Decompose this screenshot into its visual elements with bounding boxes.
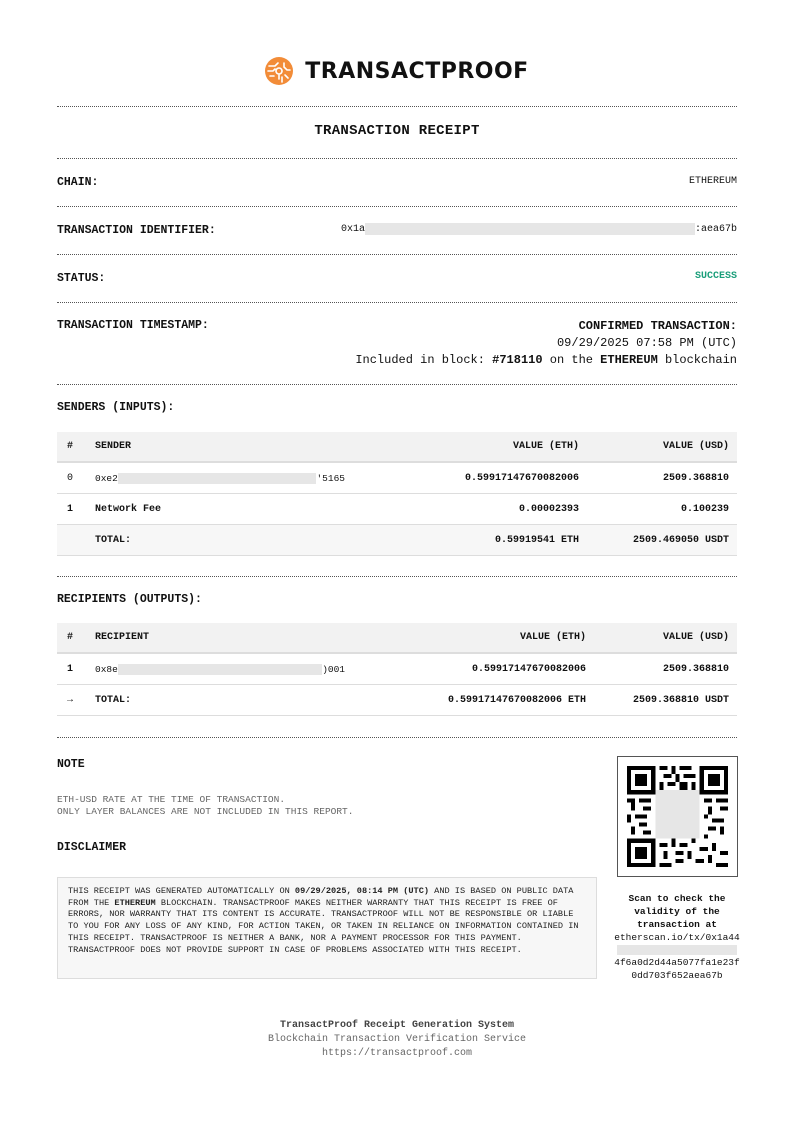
chain-value: ETHEREUM — [688, 176, 737, 187]
address-prefix: 0xe2 — [95, 472, 118, 484]
page-title: TRANSACTION RECEIPT — [314, 123, 480, 139]
note-title: NOTE — [57, 758, 85, 771]
block-number: #718110 — [492, 353, 543, 367]
senders-table — [57, 432, 737, 556]
total-label: TOTAL: — [95, 694, 132, 706]
divider — [57, 737, 737, 738]
sender-address[interactable] — [95, 473, 345, 484]
col-recipient: RECIPIENT — [95, 632, 150, 643]
block-info — [355, 352, 737, 369]
footer-service: Blockchain Transaction Verification Service — [267, 1034, 527, 1045]
value-usd: 2509.368810 — [662, 663, 729, 675]
footer-system: TransactProof Receipt Generation System — [279, 1020, 515, 1031]
note-body — [57, 794, 353, 818]
on-the-text: on the — [542, 353, 601, 367]
chain-label: CHAIN: — [57, 176, 99, 189]
status-label: STATUS: — [57, 272, 106, 285]
note-line: ONLY LAYER BALANCES ARE NOT INCLUDED IN THIS REPORT. — [57, 806, 354, 817]
divider — [57, 576, 737, 577]
redacted-block — [365, 223, 695, 235]
arrow-icon: → — [67, 694, 74, 706]
status-badge: SUCCESS — [694, 271, 737, 282]
col-value-usd: VALUE (USD) — [662, 441, 729, 452]
block-chain: ETHEREUM — [600, 353, 658, 367]
qr-url-line[interactable]: 4f6a0d2d44a5077fa1e23f — [614, 957, 740, 968]
blockchain-suffix: blockchain — [657, 353, 737, 367]
recipients-title: RECIPIENTS (OUTPUTS): — [57, 593, 202, 606]
address-prefix: 0x8e — [95, 663, 118, 675]
qr-url-line[interactable]: 0dd703f652aea67b — [631, 970, 723, 981]
disclaimer-text: THIS RECEIPT WAS GENERATED AUTOMATICALLY ON — [68, 886, 295, 896]
note-line: ETH-USD RATE AT THE TIME OF TRANSACTION. — [57, 794, 286, 805]
divider — [57, 106, 737, 107]
qr-caption — [607, 892, 747, 982]
value-eth: 0.00002393 — [518, 503, 579, 515]
txid-suffix: :aea67b — [694, 223, 737, 235]
row-index: 0 — [67, 472, 74, 484]
value-usd: 0.100239 — [680, 503, 729, 515]
timestamp-label: TRANSACTION TIMESTAMP: — [57, 319, 209, 332]
disclaimer-text: AND IS BASED ON PUBLIC DATA FROM THE — [68, 886, 574, 908]
redacted-block — [118, 473, 317, 484]
disclaimer-box — [57, 877, 597, 979]
value-eth: 0.59917147670082006 — [464, 472, 579, 484]
row-index: 1 — [67, 503, 74, 515]
col-value-usd: VALUE (USD) — [662, 632, 729, 643]
address-suffix: )001 — [322, 663, 345, 675]
footer — [57, 1019, 737, 1061]
txid-value[interactable] — [341, 223, 737, 235]
timestamp-datetime: 09/29/2025 07:58 PM (UTC) — [556, 336, 737, 350]
qr-url-line[interactable]: etherscan.io/tx/0x1a44 — [614, 932, 740, 943]
circuit-circle-icon — [265, 57, 293, 85]
included-prefix: Included in block: — [355, 353, 493, 367]
total-usd: 2509.469050 USDT — [632, 534, 729, 546]
divider — [57, 158, 737, 159]
table-row — [57, 494, 737, 525]
col-value-eth: VALUE (ETH) — [519, 632, 586, 643]
recipients-table — [57, 623, 737, 716]
col-index: # — [67, 441, 74, 452]
divider — [57, 254, 737, 255]
disclaimer-chain: ETHEREUM — [114, 897, 156, 908]
row-index: 1 — [67, 663, 74, 675]
divider — [57, 384, 737, 385]
col-sender: SENDER — [95, 441, 132, 452]
disclaimer-title: DISCLAIMER — [57, 841, 127, 854]
network-fee-label: Network Fee — [95, 503, 162, 515]
total-usd: 2509.368810 USDT — [632, 694, 729, 706]
redacted-block — [118, 664, 322, 675]
qr-code[interactable] — [617, 756, 738, 877]
senders-title: SENDERS (INPUTS): — [57, 401, 175, 414]
brand-header — [57, 57, 737, 85]
recipient-address[interactable] — [95, 664, 345, 675]
value-eth: 0.59917147670082006 — [471, 663, 586, 675]
generated-at: 09/29/2025, 08:14 PM (UTC) — [294, 886, 430, 896]
total-label: TOTAL: — [95, 534, 132, 546]
col-index: # — [67, 632, 74, 643]
confirmed-heading: CONFIRMED TRANSACTION: — [578, 319, 737, 333]
footer-url[interactable]: https://transactproof.com — [321, 1048, 473, 1059]
qr-code-icon — [627, 766, 728, 867]
brand-name: TRANSACTPROOF — [305, 58, 529, 84]
table-header — [57, 432, 737, 463]
divider — [57, 302, 737, 303]
value-usd: 2509.368810 — [662, 472, 729, 484]
table-total-row — [57, 525, 737, 556]
address-suffix: '5165 — [316, 472, 345, 484]
qr-caption-text: Scan to check the validity of the transaction at — [628, 893, 726, 930]
col-value-eth: VALUE (ETH) — [512, 441, 579, 452]
disclaimer-text: BLOCKCHAIN. TRANSACTPROOF MAKES NEITHER WARRANTY THAT THIS RECEIPT IS FREE OF ERRORS, NOR WARRANTY THAT ITS CONTENT IS ACCURATE. TRANSACTPROOF WILL NOT BE RESPONSIBLE OR LIABLE TO YOU FOR ANY LOSS OF ANY KIND, FOR ACTION TAKEN, OR TAKEN IN RELIANCE ON INFORMATION CONTAINED IN THIS RECEIPT. TRANSACTPROOF IS NEITHER A BANK, NOR A PAYMENT PROCESSOR FOR THIS PAYMENT. TRANSACTPROOF DOES NOT PROVIDE SUPPORT IN CASE OF PROBLEMS ASSOCIATED WITH THIS RECEIPT. — [68, 897, 579, 955]
txid-prefix: 0x1a — [341, 223, 366, 235]
timestamp-details — [355, 318, 737, 369]
table-total-row — [57, 685, 737, 716]
table-row — [57, 463, 737, 494]
total-eth: 0.59919541 ETH — [494, 534, 579, 546]
txid-label: TRANSACTION IDENTIFIER: — [57, 224, 216, 237]
total-eth: 0.59917147670082006 ETH — [447, 694, 586, 706]
table-row — [57, 654, 737, 685]
divider — [57, 206, 737, 207]
redacted-block — [617, 945, 737, 955]
table-header — [57, 623, 737, 654]
